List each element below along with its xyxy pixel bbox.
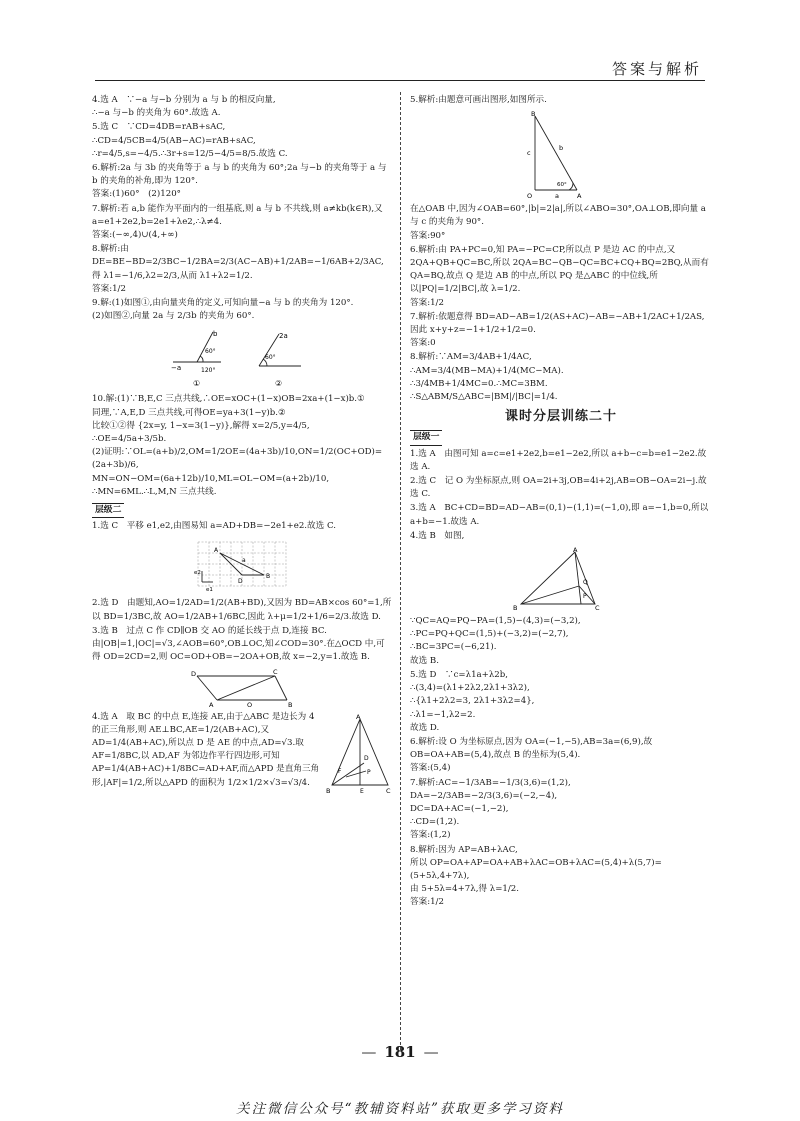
answer-entry: ∵QC=AQ=PQ−PA=(1,5)−(4,3)=(−3,2), ∴PC=PQ+QC=(1,5)+(−3,2)=(−2,7), ∴BC=3PC=(−6,21). 故选 B.: [410, 616, 581, 666]
answer-entry: 10.解:(1)∵B,E,C 三点共线,∴OE=xOC+(1−x)OB=2xa+(1−x)b.① 同理,∵A,E,D 三点共线,可得OE=ya+3(1−y)b.② 比较①②得 {2x=y, 1−x=3(1−y)},解得 x=2/5,y=4/5, ∴OE=4/5a+3/5b. (2)证明:∵OL=(a+b)/2,OM=1/2OE=(4a+3b)/10,ON=1/2(OC+OD)=(2a+3b)/6, MN=ON−OM=(6a+12b)/10,ML=OL−OM=(a+2b)/10, ∴MN=6ML.∴L,M,N 三点共线.: [92, 394, 383, 497]
fig5-label-B: B: [531, 110, 536, 119]
fig9-caption-2: ②: [275, 379, 283, 389]
answer-entry: 1.选 A 由图可知 a=c=e1+2e2,b=e1−2e2,所以 a+b−c=b=e1−2e2.故选 A.: [410, 448, 707, 472]
answer-entry: 6.解析:设 O 为坐标原点,因为 OA=(−1,−5),AB=3a=(6,9),故 OB=OA+AB=(5,4),故点 B 的坐标为(5,4). 答案:(5,4): [410, 736, 653, 774]
answer-entry: 4.选 A ∵−a 与−b 分别为 a 与 b 的相反向量, ∴−a 与−b 的夹角为 60°.故选 A.: [92, 95, 276, 119]
fig5-label-c: c: [527, 149, 531, 158]
answer-entry: 5.选 C ∵CD=4DB=rAB+sAC, ∴CD=4/5CB=4/5(AB−AC)=rAB+sAC, ∴r=4/5,s=−4/5.∴3r+s=12/5−4/5=8/5.故选 C.: [92, 122, 288, 159]
page-number-dash-left: —: [361, 1043, 377, 1061]
answer-entry: 5.解析:由题意可画出图形,如图所示.: [410, 95, 547, 105]
lesson-title: 课时分层训练二十: [504, 409, 617, 425]
figure-grid-vectors: [194, 536, 290, 594]
fig5-label-A: A: [577, 192, 582, 201]
grid-label-e1: e1: [206, 587, 213, 594]
fig4-label-F: F: [338, 767, 342, 775]
fig4-label-B: B: [326, 786, 331, 795]
page-number: [0, 1043, 800, 1061]
fig4r-label-C: C: [595, 604, 600, 613]
fig9-label-60: 60°: [205, 348, 216, 356]
fig4r-label-P: P: [583, 593, 587, 601]
fig9-label-2a: 2a: [279, 332, 288, 341]
answer-entry: 4.选 B 如图,: [410, 530, 465, 541]
fig3-label-O: O: [247, 700, 253, 708]
answer-entry: 1.选 C 平移 e1,e2,由图易知 a=AD+DB=−2e1+e2.故选 C.: [92, 521, 336, 532]
fig4-label-C: C: [386, 786, 391, 795]
answer-entry: 3.选 A BC+CD=BD=AD−AB=(0,1)−(1,1)=(−1,0),即 a=−1,b=0,所以 a+b=−1.故选 A.: [410, 503, 711, 527]
answer-entry: 5.选 D ∵c=λ1a+λ2b, ∴(3,4)=(λ1+2λ2,2λ1+3λ2), ∴{λ1+2λ2=3, 2λ1+3λ2=4}, ∴λ1=−1,λ2=2. 故选 D.: [410, 669, 535, 733]
grid-label-A: A: [214, 547, 219, 555]
answer-entry: 8.解析:∵AM=3/4AB+1/4AC, ∴AM=3/4(MB−MA)+1/4(MC−MA). ∴3/4MB+1/4MC=0.∴MC=3BM. ∴S△ABM/S△ABC=|BM|/|BC|=1/4.: [410, 352, 564, 403]
answer-entry: 8.解析:因为 AP=AB+λAC, 所以 OP=OA+AP=OA+AB+λAC=OB+λAC=(5,4)+λ(5,7)=(5+5λ,4+7λ), 由 5+5λ=4+7λ,得 λ=1/2. 答案:1/2: [410, 844, 662, 908]
fig5-label-a: a: [555, 192, 559, 201]
fig9-label-neg-a: −a: [171, 364, 182, 373]
answer-entry: 4.选 A 取 BC 的中点 E,连接 AE,由于△ABC 是边长为 4 的正三角形,则 AE⊥BC,AE=1/2(AB+AC),又 AD=1/4(AB+AC),所以点 D 是 AE 的中点,AD=√3.取 AF=1/8BC,以 AD,AF 为邻边作平行四边形,可知 AP=1/4(AB+AC)+1/8BC=AD+AF,而△APD 是直角三角形,|AF|=1/2,所以△APD 的面积为 1/2×1/2×√3=√3/4.: [92, 711, 320, 788]
fig4r-label-Q: Q: [583, 579, 588, 587]
fig4-label-P: P: [367, 768, 371, 776]
answer-entry: 6.解析:2a 与 3b 的夹角等于 a 与 b 的夹角为 60°;2a 与−b 的夹角等于 a 与 b 的夹角的补角,即为 120°. 答案:(1)60° (2)120°: [92, 163, 387, 200]
grid-label-D: D: [238, 578, 243, 586]
fig3-label-B: B: [288, 700, 293, 708]
figure-4-right-triangle: [511, 546, 611, 612]
answer-entry: 在△OAB 中,因为∠OAB=60°,|b|=2|a|,所以∠ABO=30°,OA⊥OB,即向量 a 与 c 的夹角为 90°. 答案:90°: [410, 204, 706, 241]
section-label-level-2: 层级二: [92, 503, 124, 518]
fig9-caption-1: ①: [193, 379, 201, 389]
left-column: [92, 94, 392, 799]
answer-entry: 2.选 D 由题知,AO=1/2AD=1/2(AB+BD),又因为 BD=AB×cos 60°=1,所以 BD=1/3BC,故 AO=1/2AB+1/6BC,因此 λ+μ=1/2+1/6=2/3.故选 D.: [92, 598, 392, 622]
section-label-level-1: 层级一: [410, 430, 442, 445]
figure-9-angles: [167, 326, 317, 390]
header-rule: [95, 80, 705, 81]
figure-4-triangle: [326, 713, 392, 797]
answer-entry: 2.选 C 记 O 为坐标原点,则 OA=2i+3j,OB=4i+2j,AB=OB−OA=2i−j.故选 C.: [410, 476, 707, 500]
fig4-label-D: D: [364, 754, 369, 762]
page-number-value: 181: [384, 1043, 416, 1061]
header-title: 答案与解析: [611, 60, 702, 78]
answer-entry: 7.解析:AC=−1/3AB=−1/3(3,6)=(1,2), DA=−2/3AB=−2/3(3,6)=(−2,−4), DC=DA+AC=(−1,−2), ∴CD=(1,2). 答案:(1,2): [410, 777, 571, 841]
fig4-label-A: A: [356, 712, 361, 721]
fig5-label-60: 60°: [557, 182, 567, 189]
grid-label-a: a: [242, 557, 246, 565]
fig4-label-E: E: [360, 787, 364, 795]
fig9-label-120: 120°: [201, 367, 216, 375]
answer-entry: 9.解:(1)如图①,由向量夹角的定义,可知向量−a 与 b 的夹角为 120°. (2)如图②,向量 2a 与 2/3b 的夹角为 60°.: [92, 298, 354, 322]
fig5-label-b: b: [559, 144, 564, 153]
answer-entry: 6.解析:由 PA+PC=0,知 PA=−PC=CP,所以点 P 是边 AC 的中点,又 2QA+QB+QC=BC,所以 2QA=BC−QB−QC=BC+CQ+BQ=2BQ,从而有 QA=BQ,故点 Q 是边 AB 的中点,所以 PQ 是△ABC 的中位线,所以|PQ|=1/2|BC|,故 λ=1/2. 答案:1/2: [410, 244, 709, 308]
answer-entry: 8.解析:由 DE=BE−BD=2/3BC−1/2BA=2/3(AC−AB)+1/2AB=−1/6AB+2/3AC,得 λ1=−1/6,λ2=2/3,从而 λ1+λ2=1/2. 答案:1/2: [92, 244, 384, 294]
fig9-label-60b: 60°: [265, 354, 276, 362]
answer-entry: 7.解析:依题意得 BD=AD−AB=1/2(AS+AC)−AB=−AB+1/2AC+1/2AS,因此 x+y+z=−1+1/2+1/2=0. 答案:0: [410, 311, 705, 349]
fig3-label-C: C: [273, 667, 278, 676]
fig9-label-b: b: [213, 330, 218, 339]
fig5-label-O: O: [527, 192, 533, 201]
column-divider: [400, 92, 401, 1050]
grid-label-e2: e2: [194, 570, 201, 577]
fig4r-label-B: B: [513, 604, 518, 613]
right-column: [410, 94, 712, 911]
page-number-dash-right: —: [423, 1043, 439, 1061]
answer-entry: 7.解析:若 a,b 能作为平面内的一组基底,则 a 与 b 不共线,则 a≠kb(k∈R),又 a=e1+2e2,b=2e1+λe2,∴λ≠4. 答案:(−∞,4)∪(4,+∞): [92, 203, 383, 241]
fig3-label-D: D: [191, 669, 197, 678]
fig3-label-A: A: [209, 700, 214, 708]
fig4r-label-A: A: [573, 546, 578, 555]
answer-entry: 3.选 B 过点 C 作 CD∥OB 交 AO 的延长线于点 D,连接 BC.由|OB|=1,|OC|=√3,∠AOB=60°,OB⊥OC,知∠COD=30°.在△OCD 中,可得 OD=2CD=2,则 OC=OD+OB=−2OA+OB,故 x=−2,y=1.故选 B.: [92, 625, 385, 663]
figure-3-parallelogram: [187, 668, 297, 708]
figure-5-right-triangle: [521, 110, 601, 200]
footer-note: 关注微信公众号“教辅资料站”获取更多学习资料: [236, 1101, 564, 1117]
grid-label-B: B: [266, 573, 271, 581]
